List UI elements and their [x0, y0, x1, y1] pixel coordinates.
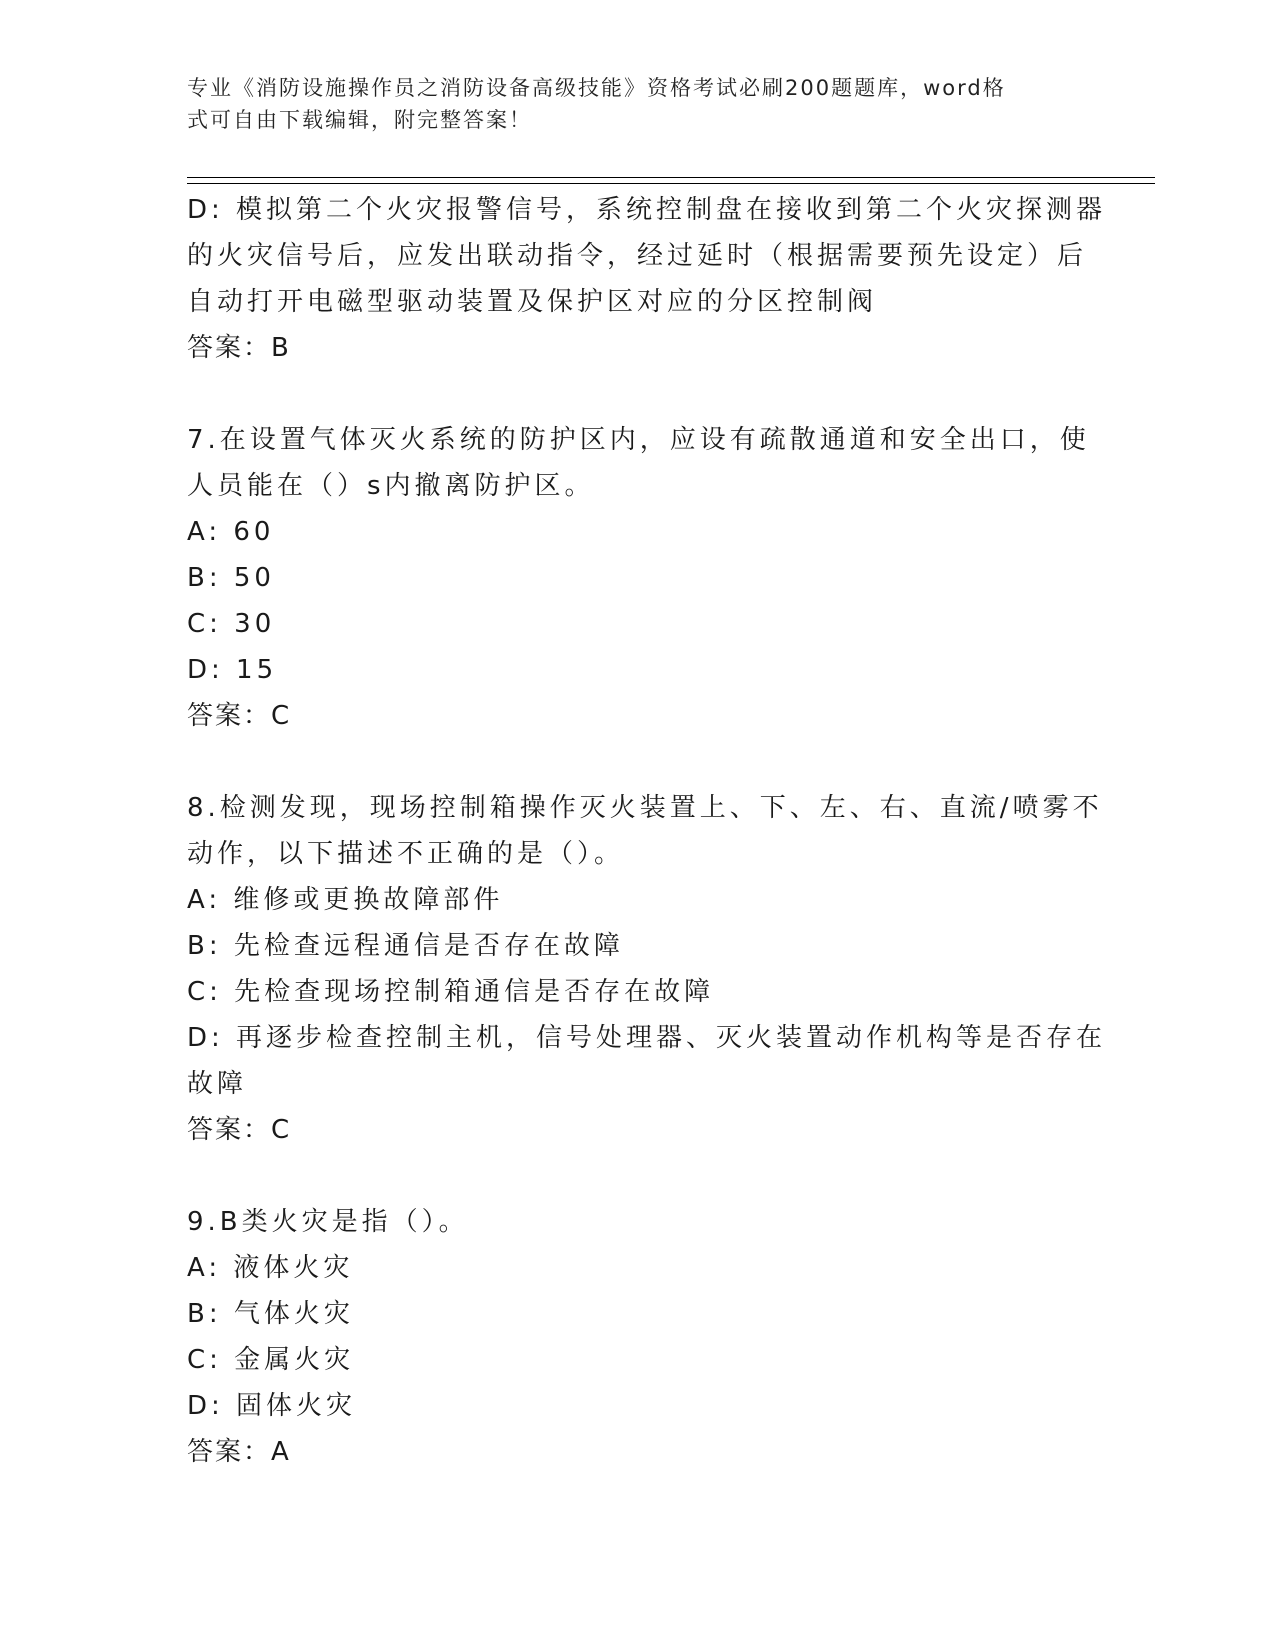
q7-option-a: A: 60	[187, 517, 275, 547]
header-divider-bottom	[187, 183, 1155, 184]
header-divider-top	[187, 177, 1155, 178]
q8-option-d-line-1: D: 再逐步检查控制主机，信号处理器、灭火装置动作机构等是否存在	[187, 1023, 1107, 1053]
q8-answer: 答案：C	[187, 1115, 292, 1145]
q7-stem-line-2: 人员能在（）s内撤离防护区。	[187, 471, 595, 501]
q6-option-d-line-3: 自动打开电磁型驱动装置及保护区对应的分区控制阀	[187, 287, 878, 317]
q8-option-d-line-2: 故障	[187, 1069, 248, 1099]
q8-stem-line-2: 动作，以下描述不正确的是（）。	[187, 839, 625, 869]
q7-stem-line-1: 7.在设置气体灭火系统的防护区内，应设有疏散通道和安全出口，使	[187, 425, 1090, 455]
q9-stem: 9.B类火灾是指（）。	[187, 1207, 469, 1237]
q8-option-c: C: 先检查现场控制箱通信是否存在故障	[187, 977, 715, 1007]
q9-answer: 答案：A	[187, 1437, 291, 1467]
q7-option-c: C: 30	[187, 609, 276, 639]
q9-option-a: A: 液体火灾	[187, 1253, 354, 1283]
q7-option-d: D: 15	[187, 655, 278, 685]
q6-option-d-line-1: D: 模拟第二个火灾报警信号，系统控制盘在接收到第二个火灾探测器	[187, 195, 1107, 225]
q6-option-d-line-2: 的火灾信号后，应发出联动指令，经过延时（根据需要预先设定）后	[187, 241, 1088, 271]
q7-answer: 答案：C	[187, 701, 292, 731]
header-line-2: 式可自由下载编辑，附完整答案！	[187, 108, 532, 132]
q8-option-a: A: 维修或更换故障部件	[187, 885, 504, 915]
header-line-1: 专业《消防设施操作员之消防设备高级技能》资格考试必刷200题题库，word格	[187, 76, 1006, 100]
q6-answer: 答案：B	[187, 333, 291, 363]
document-header	[187, 72, 1067, 136]
q9-option-c: C: 金属火灾	[187, 1345, 355, 1375]
q9-option-d: D: 固体火灾	[187, 1391, 357, 1421]
q9-option-b: B: 气体火灾	[187, 1299, 354, 1329]
q7-option-b: B: 50	[187, 563, 275, 593]
q8-option-b: B: 先检查远程通信是否存在故障	[187, 931, 624, 961]
q8-stem-line-1: 8.检测发现，现场控制箱操作灭火装置上、下、左、右、直流/喷雾不	[187, 793, 1103, 823]
